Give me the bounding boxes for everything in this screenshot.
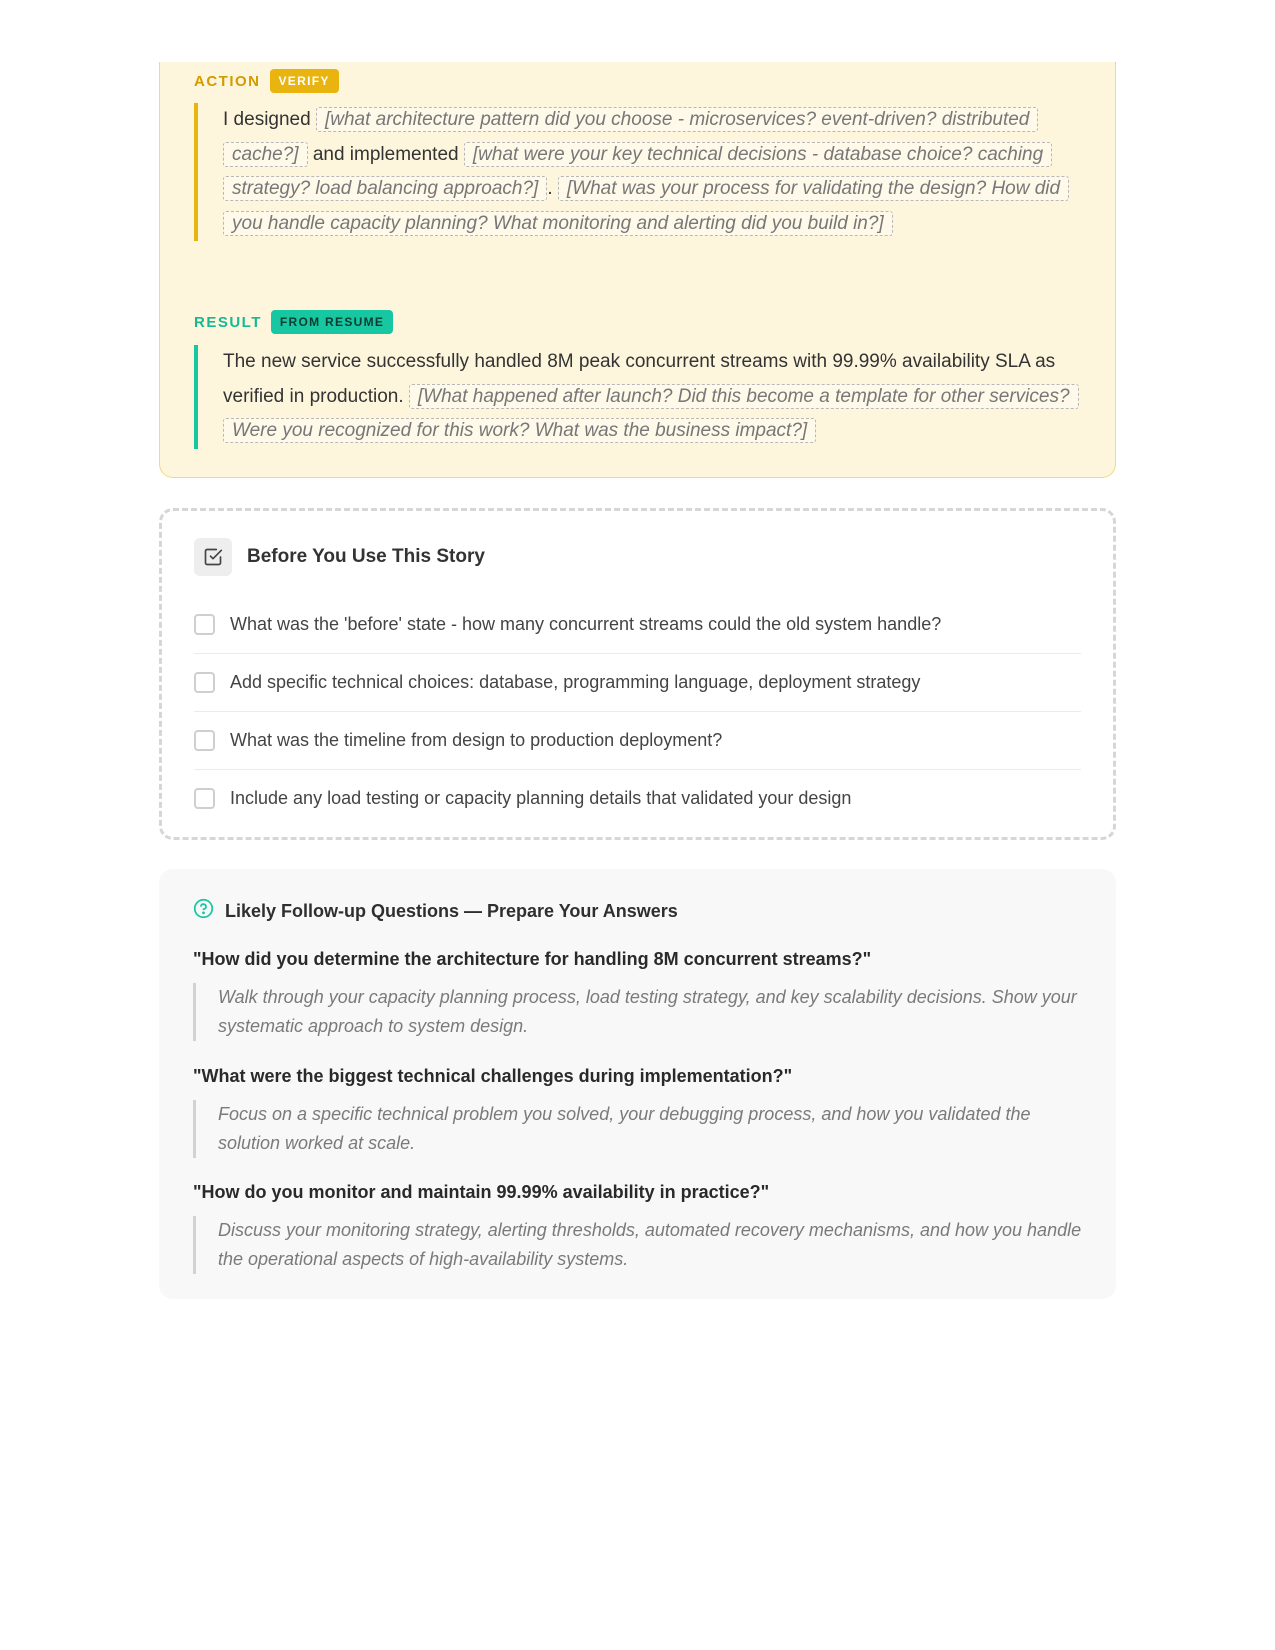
checklist-item-text: What was the 'before' state - how many concurrent streams could the old system handle? (230, 614, 942, 634)
verify-badge: VERIFY (270, 69, 339, 93)
action-placeholder[interactable]: [what architecture pattern did you choose - microservices? event-driven? distributed cache?] (223, 107, 1038, 167)
checklist-checkbox[interactable] (194, 672, 215, 693)
action-text (194, 103, 1086, 241)
checklist-checkbox[interactable] (194, 730, 215, 751)
help-circle-icon (193, 898, 214, 924)
from-resume-badge: FROM RESUME (271, 310, 393, 334)
action-placeholder[interactable]: [what were your key technical decisions - database choice? caching strategy? load balancing approach?] (223, 142, 1052, 202)
checklist-item (194, 770, 1081, 827)
follow-up-item (193, 948, 1083, 1041)
follow-up-answer-hint: Discuss your monitoring strategy, alerting thresholds, automated recovery mechanisms, and how you handle the operational aspects of high-availability systems. (193, 1216, 1083, 1274)
checklist-checkbox[interactable] (194, 788, 215, 809)
follow-up-question: "What were the biggest technical challenges during implementation?" (193, 1066, 793, 1086)
follow-up-answer-hint: Focus on a specific technical problem you solved, your debugging process, and how you validated the solution worked at scale. (193, 1100, 1083, 1158)
action-placeholder[interactable]: [What was your process for validating the design? How did you handle capacity planning? What monitoring and alerting did you build in?] (223, 176, 1069, 236)
action-segment: and implemented (307, 143, 464, 165)
result-label: RESULT (194, 313, 262, 331)
checklist-title: Before You Use This Story (247, 546, 485, 567)
checklist-header (194, 538, 485, 576)
action-label: ACTION (194, 72, 261, 90)
checklist-item (194, 596, 1081, 654)
checklist-checkbox[interactable] (194, 614, 215, 635)
follow-up-item (193, 1181, 1083, 1274)
follow-up-question: "How did you determine the architecture for handling 8M concurrent streams?" (193, 949, 872, 969)
checklist-item-text: What was the timeline from design to production deployment? (230, 730, 723, 750)
follow-up-question: "How do you monitor and maintain 99.99% availability in practice?" (193, 1182, 770, 1202)
star-story-card (159, 62, 1116, 478)
follow-up-header (193, 898, 678, 924)
action-segment: . (547, 178, 558, 199)
result-segment: The new service successfully handled 8M peak concurrent streams with 99.99% availability SLA as verified in production. (223, 351, 1056, 407)
follow-up-item (193, 1065, 1083, 1158)
result-text (194, 345, 1086, 449)
result-header (194, 310, 393, 334)
follow-up-answer-hint: Walk through your capacity planning process, load testing strategy, and key scalability decisions. Show your systematic approach to system design. (193, 983, 1083, 1041)
action-header (194, 69, 339, 93)
follow-up-title: Likely Follow-up Questions — Prepare Your Answers (225, 900, 678, 921)
follow-up-questions-card (159, 869, 1116, 1299)
checklist-item-text: Add specific technical choices: database, programming language, deployment strategy (230, 672, 921, 692)
action-segment: I designed (223, 109, 316, 130)
checklist-item (194, 712, 1081, 770)
checklist-item-text: Include any load testing or capacity planning details that validated your design (230, 788, 852, 808)
result-placeholder[interactable]: [What happened after launch? Did this become a template for other services? Were you recognized for this work? What was the business impact?] (223, 384, 1079, 444)
checkbox-icon (194, 538, 232, 576)
checklist-item (194, 654, 1081, 712)
checklist-items (194, 596, 1081, 827)
pre-use-checklist (159, 508, 1116, 840)
